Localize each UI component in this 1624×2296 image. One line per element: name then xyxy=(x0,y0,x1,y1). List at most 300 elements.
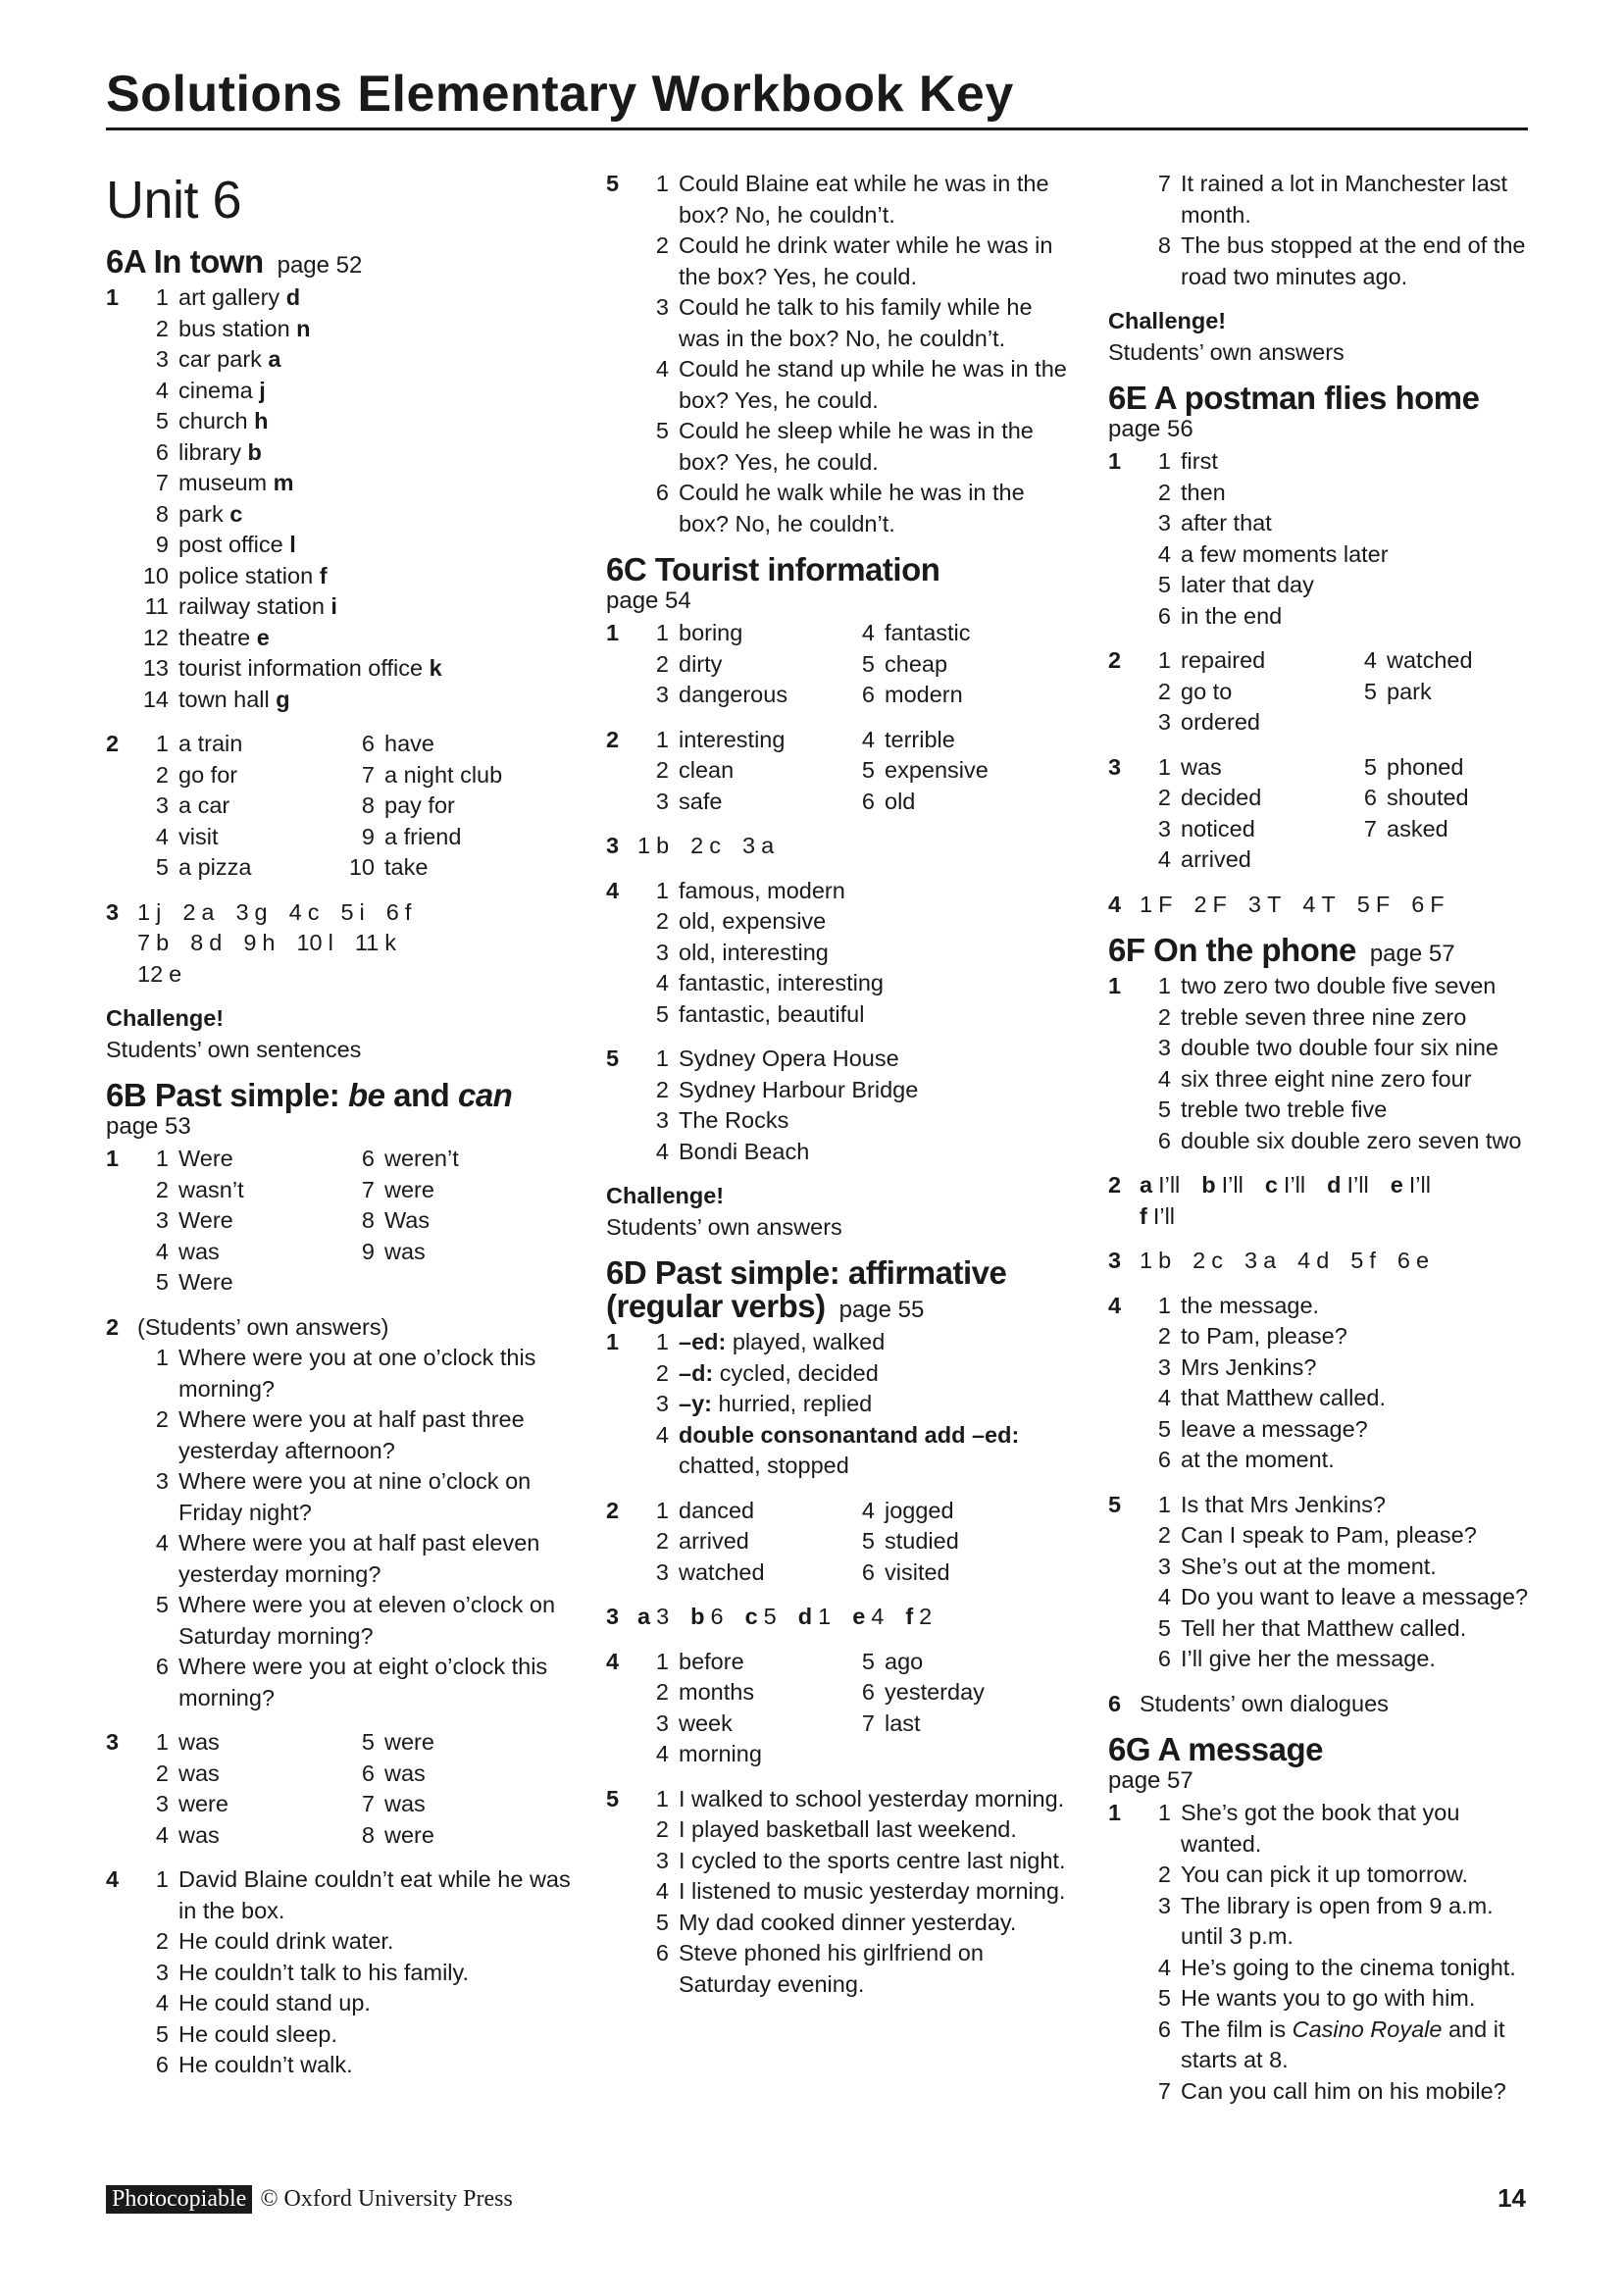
list-item xyxy=(1140,1126,1540,1157)
item-number: 1 xyxy=(1157,647,1171,673)
header-rule xyxy=(106,128,1528,130)
answer-key: 7 xyxy=(137,930,151,955)
list-item xyxy=(843,1496,1049,1527)
answer-list xyxy=(1140,971,1540,1156)
list-item xyxy=(1345,677,1551,708)
item-number: 1 xyxy=(1157,1292,1171,1318)
item-answer: He could drink water. xyxy=(178,1928,394,1954)
item-bold: e xyxy=(250,624,270,650)
item-answer: arrived xyxy=(679,1528,749,1554)
item-number: 3 xyxy=(655,1107,669,1133)
section-title: 6E A postman flies home xyxy=(1108,380,1480,416)
item-answer: fantastic, beautiful xyxy=(679,1000,865,1027)
item-answer: was xyxy=(384,1791,426,1816)
answer-value: 4 xyxy=(871,1604,885,1629)
challenge-text: Students’ own sentences xyxy=(106,1036,362,1062)
item-number: 1 xyxy=(655,1329,669,1354)
answer-row xyxy=(1140,1170,1540,1201)
item-answer: six three eight nine zero four xyxy=(1181,1065,1472,1092)
item-answer: Can you call him on his mobile? xyxy=(1181,2077,1506,2104)
item-number: 2 xyxy=(155,1760,169,1786)
list-item xyxy=(1140,783,1345,814)
list-item xyxy=(637,725,843,756)
item-answer: He wants you to go with him. xyxy=(1181,1985,1476,2011)
item-number: 10 xyxy=(348,854,375,880)
answer-key: 1 xyxy=(1140,1248,1153,1273)
item-text xyxy=(1387,783,1551,814)
item-answer: fantastic xyxy=(885,620,971,645)
item-text xyxy=(178,314,577,345)
item-number: 4 xyxy=(655,1421,669,1448)
item-text xyxy=(1181,508,1540,539)
item-number: 2 xyxy=(1157,1522,1171,1548)
item-answer: watched xyxy=(679,1558,765,1585)
exercise-1 xyxy=(1108,1798,1540,2107)
item-answer: was xyxy=(384,1238,426,1264)
item-number: 3 xyxy=(1157,1553,1171,1579)
list-item xyxy=(137,2050,577,2081)
item-number: 6 xyxy=(1157,602,1171,629)
item-number: 4 xyxy=(1363,647,1377,673)
answer-pair xyxy=(355,928,396,959)
exercise-4 xyxy=(1108,890,1540,921)
item-number: 6 xyxy=(861,1558,875,1585)
item-answer: double six double zero seven two xyxy=(1181,1127,1522,1153)
page-ref: page 53 xyxy=(106,1113,191,1140)
item-text xyxy=(178,1988,577,2019)
list-item xyxy=(137,1759,343,1790)
list-item xyxy=(137,1958,577,1989)
list-item xyxy=(637,1709,843,1740)
answer-pair xyxy=(1201,1170,1243,1201)
item-answer: watched xyxy=(1387,647,1473,673)
item-text xyxy=(679,1044,1077,1075)
item-number: 7 xyxy=(361,1791,375,1816)
item-answer: modern xyxy=(885,682,963,707)
item-answer: leave a message? xyxy=(1181,1415,1368,1442)
item-text xyxy=(885,787,1049,818)
item-text xyxy=(178,1926,577,1958)
list-item xyxy=(137,1789,343,1820)
item-number: 1 xyxy=(155,731,169,756)
item-text xyxy=(384,1727,549,1759)
list-item xyxy=(1140,1291,1540,1322)
item-answer: at the moment. xyxy=(1181,1447,1335,1472)
list-item xyxy=(637,1044,1077,1075)
list-item xyxy=(637,968,1077,999)
item-number: 2 xyxy=(155,1928,169,1954)
answer-pair xyxy=(1350,1246,1376,1277)
item-number: 5 xyxy=(361,1729,375,1755)
item-text xyxy=(178,685,577,716)
item-answer: last xyxy=(885,1709,921,1736)
list-item xyxy=(1140,1983,1540,2015)
item-answer: asked xyxy=(1387,815,1448,842)
item-text xyxy=(1181,1953,1540,1984)
item-text xyxy=(384,852,549,884)
item-number: 5 xyxy=(155,1269,169,1295)
list-item xyxy=(1140,446,1540,478)
item-text xyxy=(178,1237,343,1268)
answer-key: 2 xyxy=(1193,891,1207,917)
item-answer: two zero two double five seven xyxy=(1181,973,1497,998)
item-text xyxy=(1181,1644,1540,1675)
answer-pair xyxy=(137,959,181,991)
item-text xyxy=(178,1759,343,1790)
section-title: 6C Tourist information xyxy=(606,551,940,587)
item-number: 4 xyxy=(155,1990,169,2015)
item-number: 7 xyxy=(861,1709,875,1736)
item-number: 4 xyxy=(1157,1065,1171,1092)
list-item xyxy=(1140,1095,1540,1126)
item-number: 5 xyxy=(655,1000,669,1027)
item-text xyxy=(679,354,1077,416)
item-number: 2 xyxy=(655,757,669,783)
list-item xyxy=(843,787,1049,818)
item-number: 2 xyxy=(1157,678,1171,704)
answer-key: 3 xyxy=(235,898,249,925)
item-text xyxy=(679,1420,1077,1482)
item-number: 3 xyxy=(1157,1035,1171,1060)
answer-pair xyxy=(190,928,222,959)
list-item xyxy=(343,1820,549,1852)
item-answer: decided xyxy=(1181,785,1262,810)
item-answer: The library is open from 9 a.m. until 3 p.m. xyxy=(1181,1892,1494,1949)
item-answer: pay for xyxy=(384,792,455,818)
list-item xyxy=(1140,971,1540,1002)
list-item xyxy=(137,282,577,314)
item-text xyxy=(679,968,1077,999)
list-item xyxy=(137,530,577,561)
list-item xyxy=(1140,601,1540,633)
list-item xyxy=(1140,508,1540,539)
item-answer: bus station xyxy=(178,315,290,341)
list-item xyxy=(1140,230,1540,292)
item-answer: after that xyxy=(1181,510,1272,536)
item-text xyxy=(679,1389,1077,1420)
list-item xyxy=(137,1727,343,1759)
exercise-number: 5 xyxy=(1108,1491,1122,1517)
item-text xyxy=(679,876,1077,907)
item-number: 2 xyxy=(655,1359,669,1386)
item-text xyxy=(178,468,577,499)
item-number: 3 xyxy=(155,1207,169,1233)
item-number: 5 xyxy=(655,418,669,443)
list-item xyxy=(637,1496,843,1527)
item-text xyxy=(1181,1095,1540,1126)
exercise-number: 3 xyxy=(106,898,120,925)
list-item xyxy=(137,1237,343,1268)
list-item xyxy=(843,1526,1049,1557)
exercise-1 xyxy=(606,1327,1077,1482)
answer-value: I’ll xyxy=(1408,1172,1431,1198)
answer-value: g xyxy=(254,898,268,925)
challenge-text: Students’ own answers xyxy=(1108,338,1345,365)
item-answer: fantastic, interesting xyxy=(679,970,884,995)
item-number: 7 xyxy=(361,761,375,788)
item-number: 2 xyxy=(655,908,669,934)
item-text xyxy=(679,416,1077,478)
item-answer: studied xyxy=(885,1528,959,1554)
answer-key: 3 xyxy=(1243,1248,1258,1273)
answer-pair xyxy=(243,928,275,959)
item-number: 1 xyxy=(155,1146,169,1171)
item-number: 1 xyxy=(1157,1800,1171,1825)
item-answer: Where were you at one o’clock this morning? xyxy=(178,1345,536,1402)
answer-value: T xyxy=(1321,891,1336,917)
item-answer: I’ll give her the message. xyxy=(1181,1646,1436,1671)
item-text xyxy=(178,623,577,654)
list-item xyxy=(137,685,577,716)
exercise-text: Students’ own dialogues xyxy=(1140,1690,1389,1716)
item-answer: Where were you at eleven o’clock on Saturday morning? xyxy=(178,1592,556,1649)
item-number: 1 xyxy=(155,1345,169,1370)
page-ref: page 52 xyxy=(277,252,363,279)
item-number: 3 xyxy=(1157,815,1171,842)
list-item xyxy=(637,1677,843,1709)
item-bold: b xyxy=(240,438,262,465)
challenge-label: Challenge! xyxy=(106,1005,225,1031)
item-text xyxy=(384,1237,549,1268)
item-number: 8 xyxy=(361,1821,375,1848)
item-number: 1 xyxy=(155,1866,169,1892)
item-text xyxy=(679,169,1077,230)
challenge-label: Challenge! xyxy=(1108,308,1227,333)
item-text xyxy=(679,230,1077,292)
item-text xyxy=(679,1647,843,1678)
list-item xyxy=(137,561,577,592)
answer-pair xyxy=(137,928,169,959)
list-item xyxy=(137,1343,577,1404)
item-number: 2 xyxy=(655,1076,669,1102)
item-text xyxy=(178,1528,577,1590)
item-answer: Can I speak to Pam, please? xyxy=(1181,1522,1477,1548)
item-text xyxy=(178,2019,577,2051)
list-item xyxy=(843,649,1049,681)
item-text xyxy=(178,791,343,822)
item-number: 1 xyxy=(655,1046,669,1071)
answer-pair xyxy=(798,1602,831,1633)
item-number: 1 xyxy=(1157,1491,1171,1517)
item-answer: go for xyxy=(178,761,238,788)
item-text xyxy=(679,292,1077,354)
item-answer: David Blaine couldn’t eat while he was in the box. xyxy=(178,1866,571,1923)
item-number: 5 xyxy=(1363,753,1377,780)
list-item xyxy=(137,1144,343,1175)
item-number: 8 xyxy=(361,1207,375,1233)
list-item xyxy=(137,760,343,791)
list-item xyxy=(137,591,577,623)
exercise-6 xyxy=(1108,1689,1540,1720)
answer-list xyxy=(637,1327,1077,1482)
list-item xyxy=(1140,1033,1540,1064)
item-answer: played, walked xyxy=(726,1329,886,1354)
answer-key: 3 xyxy=(741,833,756,858)
item-number: 5 xyxy=(1363,678,1377,704)
list-item xyxy=(637,680,843,711)
item-answer: He couldn’t walk. xyxy=(178,2052,353,2077)
item-number: 1 xyxy=(1157,973,1171,998)
list-item xyxy=(343,1759,549,1790)
item-number: 6 xyxy=(361,731,375,756)
exercise-1 xyxy=(1108,971,1540,1156)
item-text xyxy=(1181,1552,1540,1583)
list-item xyxy=(637,1784,1077,1815)
item-answer: Where were you at eight o’clock this morning? xyxy=(178,1654,548,1710)
list-item xyxy=(843,755,1049,787)
exercise-2 xyxy=(1108,645,1540,739)
exercise-number: 1 xyxy=(606,1329,620,1354)
answer-pair xyxy=(1265,1170,1305,1201)
answer-pair xyxy=(1140,1201,1175,1233)
item-number: 5 xyxy=(1157,1614,1171,1641)
exercise-number: 2 xyxy=(106,1313,120,1340)
item-answer: theatre xyxy=(178,624,251,650)
exercise-number: 1 xyxy=(1108,973,1122,998)
answer-value: F xyxy=(1158,891,1173,917)
exercise-number: 3 xyxy=(606,1604,620,1629)
challenge xyxy=(606,1181,1077,1243)
list-item xyxy=(137,2019,577,2051)
item-answer: a few moments later xyxy=(1181,540,1389,567)
list-item xyxy=(137,499,577,531)
list-item xyxy=(1140,1552,1540,1583)
item-text xyxy=(1181,1860,1540,1891)
item-text xyxy=(178,530,577,561)
item-number: 7 xyxy=(1157,171,1171,196)
answer-value: j xyxy=(156,898,162,925)
list-item xyxy=(137,376,577,407)
item-answer: safe xyxy=(679,788,723,814)
item-text xyxy=(885,1496,1049,1527)
item-text xyxy=(384,760,549,791)
item-number: 3 xyxy=(1157,709,1171,735)
answer-pair xyxy=(1302,890,1335,921)
item-answer: arrived xyxy=(1181,846,1251,872)
answer-key: 3 xyxy=(1247,891,1261,917)
item-text xyxy=(885,1526,1049,1557)
item-answer: park xyxy=(178,500,224,527)
item-answer: take xyxy=(384,854,429,880)
item-answer: chatted, stopped xyxy=(679,1453,849,1478)
item-number: 1 xyxy=(155,1729,169,1755)
item-text xyxy=(1181,971,1540,1002)
exercise-number: 6 xyxy=(1108,1690,1122,1716)
item-answer: weren’t xyxy=(384,1146,459,1171)
list-item xyxy=(1140,1352,1540,1384)
item-text xyxy=(679,1814,1077,1846)
section-6a xyxy=(106,245,577,1065)
exercise-3 xyxy=(1108,1246,1540,1277)
answer-key: b xyxy=(1201,1172,1216,1198)
list-item xyxy=(843,618,1049,649)
item-text xyxy=(178,406,577,437)
item-answer: Steve phoned his girlfriend on Saturday evening. xyxy=(679,1940,984,1997)
workbook-title: Solutions Elementary Workbook Key xyxy=(106,66,1014,123)
answer-pair xyxy=(137,897,161,929)
answer-value: c xyxy=(709,833,721,858)
item-text xyxy=(178,2050,577,2081)
answer-list xyxy=(637,618,1077,711)
answer-value: I’ll xyxy=(1152,1202,1176,1229)
exercise-number: 3 xyxy=(1108,1248,1122,1273)
answer-value: h xyxy=(262,930,276,955)
item-text xyxy=(178,561,577,592)
item-answer: treble two treble five xyxy=(1181,1097,1388,1122)
item-number: 6 xyxy=(861,788,875,814)
item-bold: –d: xyxy=(679,1359,714,1386)
item-text xyxy=(679,1137,1077,1168)
item-number: 8 xyxy=(155,500,169,527)
answer-row xyxy=(137,959,577,991)
page-number: 14 xyxy=(1497,2183,1526,2213)
list-item xyxy=(843,1647,1049,1678)
item-answer: famous, modern xyxy=(679,877,845,903)
item-text xyxy=(1181,1352,1540,1384)
item-answer: boring xyxy=(679,620,743,645)
exercise-5-continued xyxy=(1108,169,1540,292)
list-item xyxy=(637,478,1077,539)
list-item xyxy=(843,680,1049,711)
exercise-3 xyxy=(1108,752,1540,876)
page-ref: page 55 xyxy=(838,1297,925,1323)
section-6c xyxy=(606,553,1077,1243)
item-number: 4 xyxy=(155,823,169,849)
answer-key: d xyxy=(1327,1172,1342,1198)
list-item xyxy=(1140,1383,1540,1414)
item-number: 8 xyxy=(361,792,375,818)
item-text xyxy=(178,1267,343,1299)
answer-list xyxy=(1140,645,1540,739)
item-number: 4 xyxy=(655,1138,669,1164)
list-item xyxy=(637,230,1077,292)
section-6e xyxy=(1108,382,1540,920)
exercise-4 xyxy=(606,1647,1077,1770)
item-text xyxy=(1181,1445,1540,1476)
list-item xyxy=(1140,1582,1540,1613)
item-answer: clean xyxy=(679,757,735,783)
list-item xyxy=(1345,752,1551,784)
item-number: 2 xyxy=(1157,1323,1171,1349)
answer-key: 6 xyxy=(1396,1248,1410,1273)
item-number: 1 xyxy=(1157,448,1171,474)
item-answer: Could he sleep while he was in the box? Yes, he could. xyxy=(679,418,1034,475)
answer-key: a xyxy=(637,1604,651,1629)
item-number: 2 xyxy=(1157,1003,1171,1030)
answer-row xyxy=(1140,1201,1540,1233)
answer-key: 4 xyxy=(288,898,302,925)
item-number: 11 xyxy=(144,593,169,619)
answer-pair xyxy=(1140,1246,1171,1277)
list-item xyxy=(343,1205,549,1237)
item-answer: Is that Mrs Jenkins? xyxy=(1181,1491,1386,1517)
exercise-3 xyxy=(106,1727,577,1851)
list-item xyxy=(637,1105,1077,1137)
answer-value: I’ll xyxy=(1346,1172,1369,1198)
item-number: 4 xyxy=(155,1238,169,1264)
item-number: 3 xyxy=(655,1709,669,1736)
item-text xyxy=(178,653,577,685)
answer-key: 9 xyxy=(243,930,257,955)
exercise-number: 2 xyxy=(606,1497,620,1523)
item-answer: morning xyxy=(679,1741,762,1766)
item-bold: n xyxy=(289,315,311,341)
item-bold: f xyxy=(313,562,328,588)
item-answer: first xyxy=(1181,448,1218,474)
item-text xyxy=(178,1404,577,1466)
item-text xyxy=(178,1590,577,1652)
list-item xyxy=(1140,814,1345,845)
